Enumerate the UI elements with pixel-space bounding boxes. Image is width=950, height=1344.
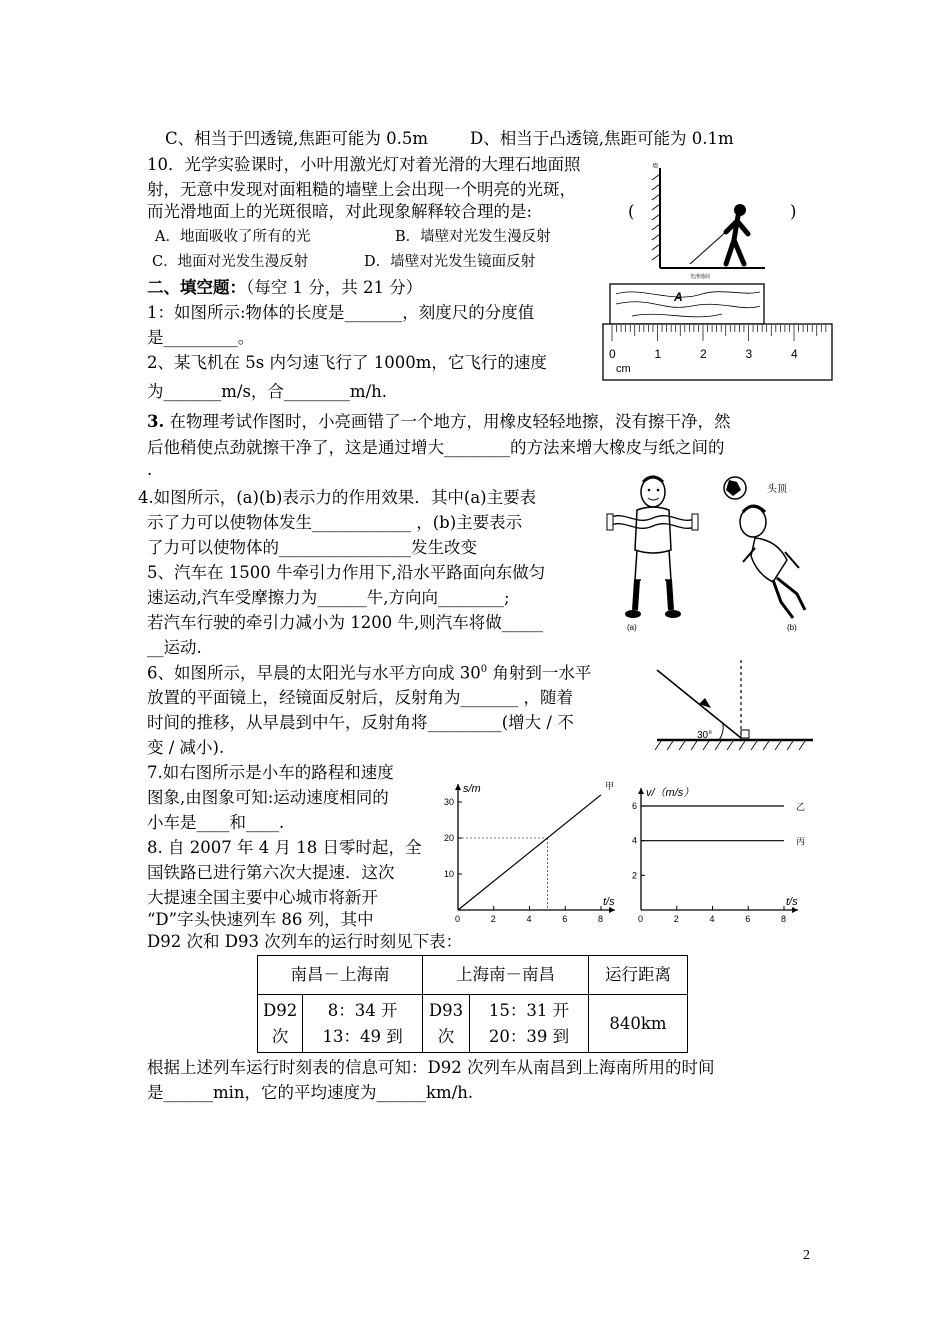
q7-line1: 7.如右图所示是小车的路程和速度 — [147, 763, 394, 782]
q3-line1 — [147, 414, 730, 431]
q6-line4: 变 / 减小). — [147, 738, 225, 757]
table-cell-train2 — [423, 995, 470, 1053]
table-times1-arrive: 13：49 到 — [322, 1026, 403, 1046]
q8-line4: “D”字头快速列车 86 列，其中 — [147, 910, 374, 929]
series-label: 乙 — [796, 802, 806, 812]
q8-after1: 根据上述列车运行时刻表的信息可知：D92 次列车从南昌到上海南所用的时间 — [147, 1058, 715, 1077]
q2-line1: 2、某飞机在 5s 内匀速飞行了 1000m，它飞行的速度 — [147, 353, 547, 372]
section2-note: （每空 1 分，共 21 分） — [246, 278, 423, 297]
q5-line3: 若汽车行驶的牵引力减小为 1200 牛,则汽车将做_____ — [147, 613, 543, 632]
q1-line1: 1：如图所示:物体的长度是_______，刻度尺的分度值 — [147, 303, 535, 322]
section2-title — [147, 280, 422, 297]
q5-line4: __运动. — [147, 638, 202, 657]
y-tick-label: 2 — [632, 870, 638, 881]
q6-sup: 0 — [480, 664, 488, 675]
q10-paren-open: ( — [628, 202, 635, 221]
y-tick-label: 30 — [444, 797, 455, 807]
table-times2-arrive: 20：39 到 — [488, 1026, 570, 1046]
y-axis-arrow — [638, 788, 644, 794]
series-label: 甲 — [605, 780, 615, 791]
x-tick-label: 2 — [673, 914, 679, 924]
q4-figure-b — [715, 470, 815, 635]
q10-line2: 射，无意中发现对面粗糙的墙壁上会出现一个明亮的光斑， — [147, 180, 576, 199]
y-axis-label: v/（m/s） — [646, 787, 695, 799]
q6-line1b: 角射到一水平 — [487, 663, 592, 683]
section2-heading: 二、填空题： — [147, 278, 246, 297]
q9-option-c: C、相当于凹透镜,焦距可能为 0.5m — [165, 129, 429, 148]
series-label: 丙 — [796, 836, 806, 847]
q8-line2: 国铁路已进行第六次大提速．这次 — [147, 863, 395, 882]
table-cell-distance: 840km — [589, 995, 688, 1053]
q8-line1: 8. 自 2007 年 4 月 18 日零时起，全 — [147, 838, 422, 857]
y-tick-label: 10 — [444, 869, 455, 879]
table-header-nc-sh: 南昌－上海南 — [258, 956, 423, 995]
q6-line1 — [147, 665, 591, 682]
q5-line1: 5、汽车在 1500 牛牵引力作用下,沿水平路面向东做匀 — [147, 563, 546, 582]
q4-fig-head-label: 头顶 — [767, 484, 787, 495]
q10-line1: 10．光学实验课时，小叶用激光灯对着光滑的大理石地面照 — [147, 155, 581, 174]
q10-figure — [650, 160, 770, 280]
q1-ruler-unit: cm — [616, 363, 631, 375]
table-train1-code: D92 — [263, 1000, 298, 1020]
x-tick-label: 4 — [709, 914, 715, 924]
q7-chart-velocity — [615, 770, 810, 924]
q4-fig-a-label: (a) — [627, 623, 637, 632]
q6-angle-label: 30° — [697, 730, 713, 741]
table-cell-train1 — [258, 995, 303, 1053]
series-line — [458, 795, 601, 910]
q3-line2: 后他稍使点劲就擦干净了，这是通过增大________的方法来增大橡皮与纸之间的 — [147, 438, 725, 457]
ruler-tick-label: 4 — [791, 347, 798, 361]
table-cell-times1 — [303, 995, 423, 1053]
x-tick-label: 6 — [562, 914, 568, 924]
ruler-tick-label: 2 — [700, 347, 707, 361]
q10-option-d: D．墙壁对光发生镜面反射 — [364, 254, 536, 270]
y-tick-label: 4 — [632, 835, 638, 846]
q1-object-label: A — [674, 290, 683, 304]
q7-line2: 图象,由图象可知:运动速度相同的 — [147, 788, 389, 807]
q3-number: 3. — [147, 412, 165, 431]
x-tick-label: 0 — [455, 914, 461, 924]
q1-ruler-figure — [602, 282, 834, 382]
q8-line3: 大提速全国主要中心城市将新开 — [147, 888, 378, 907]
y-tick-label: 20 — [444, 833, 455, 843]
q10-fig-floor-label: 光滑地面 — [690, 274, 711, 280]
q4-line2: 示了力可以使物体发生____________ ，(b)主要表示 — [147, 513, 523, 532]
ruler-tick-label: 3 — [745, 347, 753, 361]
q6-line3: 时间的推移，从早晨到中午，反射角将_________(增大 / 不 — [147, 713, 574, 732]
x-axis-label: t/s — [603, 896, 615, 908]
table-cell-times2 — [470, 995, 589, 1053]
y-axis-arrow — [455, 784, 461, 790]
ruler-tick-label: 0 — [609, 347, 616, 361]
q6-mirror-figure — [655, 658, 815, 758]
q8-after2: 是______min，它的平均速度为______km/h. — [147, 1083, 474, 1102]
q9-option-d: D、相当于凸透镜,焦距可能为 0.1m — [470, 129, 734, 148]
q7-line3: 小车是____和____. — [147, 813, 285, 832]
q10-option-a: A．地面吸收了所有的光 — [155, 229, 311, 245]
y-axis-label: s/m — [463, 783, 481, 795]
q7-chart-distance — [430, 770, 620, 924]
q10-line3: 而光滑地面上的光斑很暗，对此现象解释较合理的是: — [147, 202, 533, 221]
table-train2-code: D93 — [428, 1000, 464, 1020]
q8-timetable — [257, 955, 688, 1053]
y-tick-label: 6 — [632, 801, 638, 811]
q10-paren-close: ) — [790, 202, 797, 221]
q6-line2: 放置的平面镜上，经镜面反射后，反射角为_______ ，随着 — [147, 688, 573, 707]
table-header-sh-nc: 上海南－南昌 — [423, 956, 589, 995]
x-axis-label: t/s — [786, 896, 798, 908]
x-tick-label: 6 — [745, 914, 751, 924]
q1-line2: 是_________。 — [147, 328, 255, 347]
q4-figure-a — [605, 470, 700, 635]
q4-line3: 了力可以使物体的________________发生改变 — [147, 538, 477, 557]
q8-line5: D92 次和 D93 次列车的运行时刻见下表： — [147, 932, 463, 951]
table-train1-suffix: 次 — [271, 1026, 289, 1046]
q10-option-b: B．墙壁对光发生漫反射 — [395, 229, 551, 245]
q10-fig-wall-label: 墙 — [652, 164, 659, 170]
q5-line2: 速运动,汽车受摩擦力为______牛,方向向________; — [147, 588, 510, 607]
x-tick-label: 0 — [638, 914, 644, 924]
page-number: 2 — [803, 1248, 810, 1263]
x-tick-label: 2 — [490, 914, 496, 924]
q4-fig-b-label: (b) — [787, 623, 797, 632]
table-times2-depart: 15：31 开 — [488, 1000, 570, 1020]
ruler-tick-label: 1 — [654, 347, 662, 361]
x-tick-label: 8 — [598, 914, 604, 924]
x-tick-label: 8 — [781, 914, 787, 924]
q2-line2: 为_______m/s，合________m/h. — [147, 382, 387, 401]
q3-line1-text: 在物理考试作图时，小亮画错了一个地方，用橡皮轻轻地擦，没有擦干净，然 — [164, 412, 731, 431]
q4-line1: 4.如图所示，(a)(b)表示力的作用效果．其中(a)主要表 — [138, 488, 537, 507]
q3-line3: . — [147, 460, 153, 479]
x-tick-label: 4 — [526, 914, 532, 924]
table-train2-suffix: 次 — [437, 1026, 455, 1046]
table-header-distance: 运行距离 — [589, 956, 688, 995]
q10-option-c: C．地面对光发生漫反射 — [152, 254, 309, 270]
table-times1-depart: 8：34 开 — [327, 1000, 398, 1020]
q6-line1a: 6、如图所示，早晨的太阳光与水平方向成 30 — [147, 663, 481, 683]
